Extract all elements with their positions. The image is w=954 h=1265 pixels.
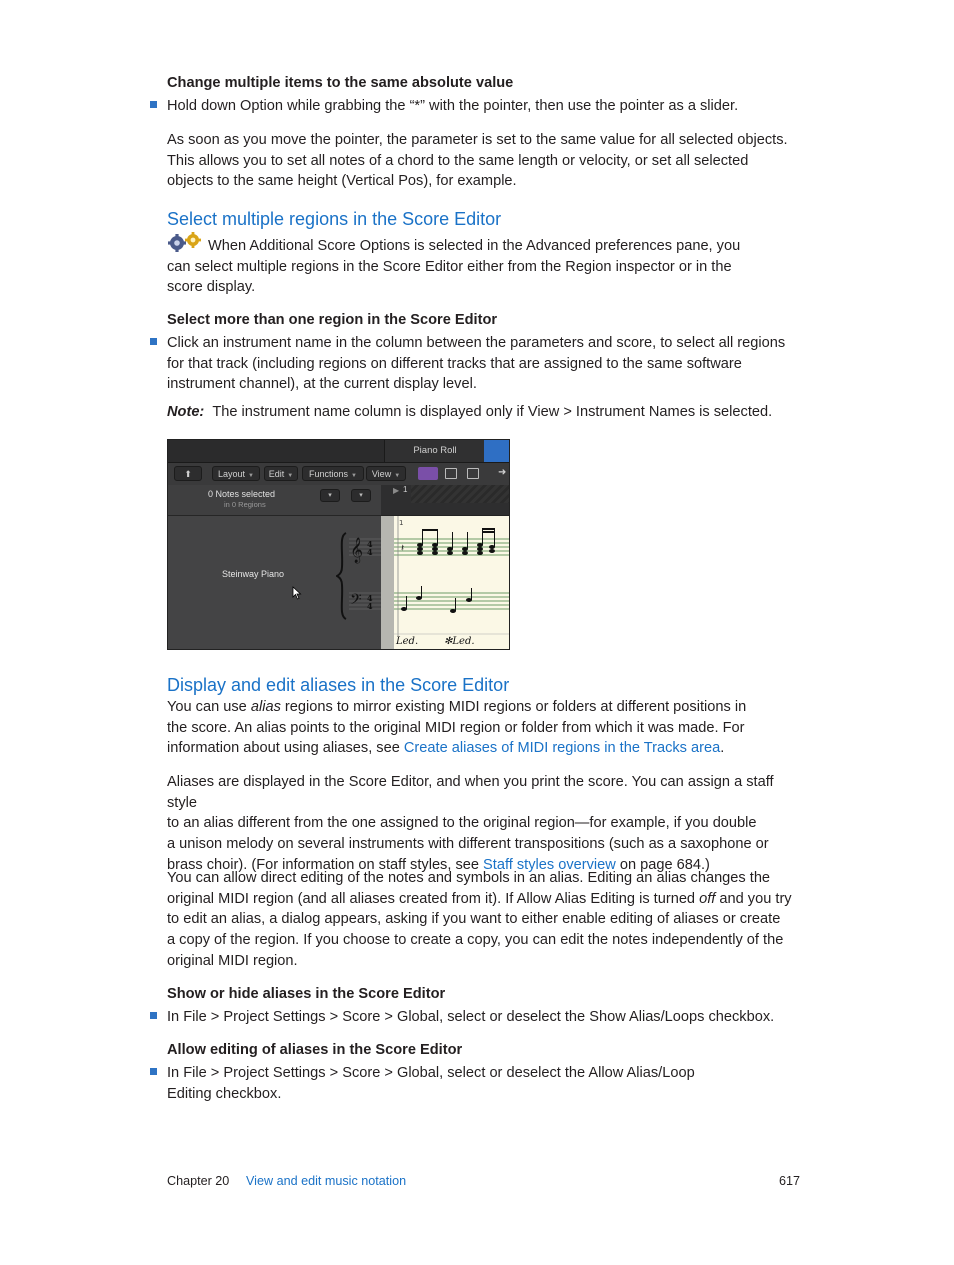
svg-text:𝄽: 𝄽 (401, 543, 405, 554)
svg-text:𝄢: 𝄢 (350, 591, 362, 612)
section-heading-aliases: Display and edit aliases in the Score Editor (167, 675, 510, 695)
layout-menu[interactable] (212, 466, 260, 481)
score-display[interactable] (394, 516, 510, 650)
text-line: When Additional Score Options is selected in the Advanced preferences pane, you (208, 238, 741, 254)
dropdown-arrow-icon: ▼ (394, 473, 401, 479)
selection-info (168, 485, 381, 516)
note-label: Note: (167, 404, 205, 420)
instrument-name[interactable]: Steinway Piano (222, 569, 285, 579)
region-border (381, 516, 394, 650)
regions-count: in 0 Regions (224, 500, 266, 509)
text-run: original MIDI region (and all aliases created from it). If Allow Alias Editing is turned (167, 890, 700, 907)
text-line: for that track (including regions on different tracks that are assigned to the same software (167, 355, 742, 372)
paragraph-additional-options (167, 236, 807, 298)
section-heading-select-regions: Select multiple regions in the Score Editor (167, 209, 502, 229)
bullet-text-show-alias: In File > Project Settings > Score > Global, select or deselect the Show Alias/Loops checkbox. (167, 1009, 775, 1025)
text-line: Click an instrument name in the column between the parameters and score, to select all regions (167, 335, 786, 351)
brace-and-clefs (336, 531, 381, 621)
page-number: 617 (779, 1174, 801, 1188)
notes-selected: 0 Notes selected (208, 489, 276, 499)
bar-ruler[interactable] (381, 485, 510, 516)
text-line (167, 889, 807, 910)
svg-text:𝄞: 𝄞 (350, 538, 364, 563)
score-notation (394, 516, 510, 650)
text-line: Aliases are displayed in the Score Editor, and when you print the score. You can assign a staff style (167, 774, 774, 811)
bullet-text-allow-alias (167, 1063, 807, 1104)
bullet-text-click-instrument (167, 333, 807, 395)
svg-text:4: 4 (367, 539, 373, 549)
ruler-hatch (411, 485, 510, 503)
tab-score-active[interactable] (484, 440, 510, 462)
tab-piano-roll[interactable]: Piano Roll (384, 440, 485, 462)
text-line: the score. An alias points to the original MIDI region or folder from which it was made. For (167, 719, 745, 736)
edit-menu[interactable] (264, 466, 298, 481)
text-line: score display. (167, 279, 256, 296)
svg-text:1: 1 (399, 519, 404, 527)
pedal-release-marking: ✻Led. (444, 636, 475, 647)
text-run: and you try (715, 890, 792, 907)
svg-text:4: 4 (367, 593, 373, 603)
bullet-marker (150, 101, 157, 108)
svg-text:4: 4 (367, 547, 373, 557)
text-run: on page 684.) (615, 856, 710, 873)
task-heading-show-hide-aliases: Show or hide aliases in the Score Editor (167, 986, 446, 1002)
pedal-marking: Led. (396, 636, 419, 647)
text-line: a unison melody on several instruments with different transpositions (such as a saxophone or (167, 836, 769, 853)
paragraph-alias-intro (167, 697, 807, 759)
mouse-pointer-icon (292, 586, 302, 605)
editor-title-bar (168, 440, 510, 463)
print-view-icon[interactable] (467, 468, 479, 479)
note-text: The instrument name column is displayed only if View > Instrument Names is selected. (212, 404, 773, 420)
text-run: You can use (167, 699, 251, 715)
functions-menu[interactable] (302, 466, 364, 481)
text-run: regions to mirror existing MIDI regions or folders at different positions in (280, 699, 747, 715)
paragraph-absolute-value (167, 130, 807, 192)
dropdown-arrow-icon: ▼ (287, 473, 294, 479)
svg-text:4: 4 (367, 601, 373, 611)
page-view-icon[interactable] (445, 468, 457, 479)
text-line: to edit an alias, a dialog appears, asking if you want to either enable editing of aliases or create (167, 911, 781, 928)
midi-in-button[interactable]: ▾ (320, 489, 340, 502)
text-run: brass choir). (For information on staff styles, see (167, 856, 484, 873)
footer-chapter: Chapter 20 (167, 1174, 230, 1188)
filter-button[interactable]: ▾ (351, 489, 371, 502)
footer-chapter-title-link[interactable]: View and edit music notation (246, 1174, 407, 1188)
text-line: a copy of the region. If you choose to create a copy, you can edit the notes independently of the (167, 932, 784, 949)
catch-arrow-icon[interactable]: ➜ (498, 467, 507, 478)
ruler-bar-number: 1 (403, 485, 408, 494)
dropdown-arrow-icon: ▼ (248, 473, 254, 479)
emphasis-off: off (699, 890, 716, 907)
dropdown-arrow-icon: ▼ (351, 473, 357, 479)
bullet-marker (150, 1012, 157, 1019)
emphasis-alias: alias (250, 699, 281, 715)
menu-label: Edit (268, 469, 285, 479)
link-create-aliases[interactable]: Create aliases of MIDI regions in the Tracks area (403, 740, 721, 757)
menu-label: Layout (218, 469, 246, 479)
text-line: objects to the same height (Vertical Pos), for example. (167, 173, 517, 190)
task-heading-select-more: Select more than one region in the Score Editor (167, 312, 498, 328)
text-run: . (720, 740, 725, 757)
task-heading-allow-editing: Allow editing of aliases in the Score Editor (167, 1042, 463, 1058)
play-marker-icon: ▶ (393, 486, 400, 495)
menu-label: Functions (309, 469, 349, 479)
editor-toolbar (168, 463, 510, 486)
text-line: instrument channel), at the current display level. (167, 376, 477, 393)
view-menu[interactable] (366, 466, 406, 481)
text-line: Editing checkbox. (167, 1085, 282, 1102)
bullet-text: Hold down Option while grabbing the “*” with the pointer, then use the pointer as a slider. (167, 98, 739, 114)
score-editor-screenshot (167, 439, 510, 650)
up-arrow-icon: ⬆ (184, 469, 192, 479)
bullet-marker (150, 338, 157, 345)
paragraph-alias-display (167, 772, 807, 876)
paragraph-alias-editing (167, 868, 807, 972)
text-line (167, 738, 807, 759)
text-line: In File > Project Settings > Score > Global, select or deselect the Allow Alias/Loop (167, 1065, 695, 1081)
up-arrow-button[interactable] (174, 466, 202, 481)
text-line: This allows you to set all notes of a chord to the same length or velocity, or set all selected (167, 152, 749, 169)
text-line: can select multiple regions in the Score Editor either from the Region inspector or in the (167, 258, 732, 275)
note-paragraph (167, 402, 807, 423)
task-heading-change-multiple: Change multiple items to the same absolute value (167, 75, 514, 91)
text-line: As soon as you move the pointer, the parameter is set to the same value for all selected objects. (167, 132, 788, 148)
menu-label: View (371, 469, 392, 479)
linear-view-button[interactable] (418, 467, 438, 480)
text-line: original MIDI region. (167, 952, 298, 969)
text-run: information about using aliases, see (167, 740, 404, 757)
text-line: to an alias different from the one assigned to the original region—for example, if you double (167, 815, 757, 832)
instrument-name-column[interactable] (168, 516, 381, 650)
text-line: You can allow direct editing of the notes and symbols in an alias. Editing an alias changes the (167, 870, 771, 886)
text-line (167, 697, 807, 718)
link-staff-styles-overview[interactable]: Staff styles overview (483, 856, 616, 873)
bullet-marker (150, 1068, 157, 1075)
